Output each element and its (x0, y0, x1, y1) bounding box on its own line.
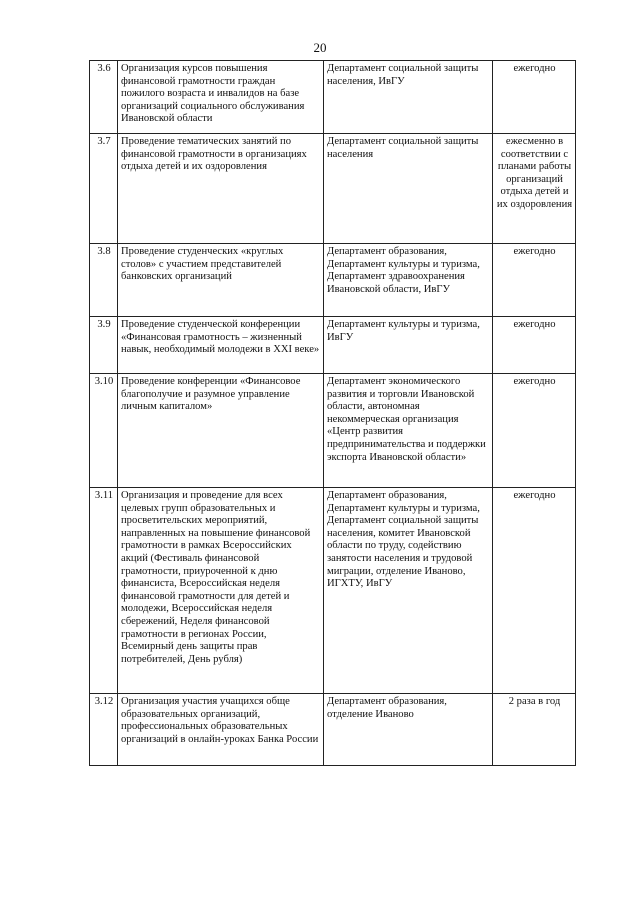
item-number: 3.11 (90, 488, 118, 694)
responsible-parties: Департамент социальной защиты населения, ИвГУ (324, 61, 493, 134)
table-row (90, 374, 576, 488)
table-row (90, 317, 576, 374)
activity-plan-table (89, 60, 576, 766)
activity-name: Организация и проведение для всех целевых групп образовательных и просветительских мероприятий, направленных на повышение финансовой грамотности в рамках Всероссийских акций (Фестиваль финансовой грамотности, приуроченной к дню финансиста, Всероссийская неделя финансовой грамотности для детей и молодежи, Всероссийская неделя сбережений, Неделя финансовой грамотности в регионах России, Всемирный день защиты прав потребителей, День рубля) (118, 488, 324, 694)
table-row (90, 244, 576, 317)
activity-name: Проведение конференции «Финансовое благополучие и разумное управление личным капиталом» (118, 374, 324, 488)
page-number: 20 (313, 40, 327, 55)
item-number: 3.6 (90, 61, 118, 134)
responsible-parties: Департамент экономического развития и торговли Ивановской области, автономная некоммерческая организация «Центр развития предпринимательства и поддержки экспорта Ивановской области» (324, 374, 493, 488)
execution-term: ежегодно (493, 61, 576, 134)
item-number: 3.9 (90, 317, 118, 374)
activity-name: Проведение студенческих «круглых столов» с участием представителей банковских организаций (118, 244, 324, 317)
item-number: 3.12 (90, 694, 118, 766)
table-row (90, 488, 576, 694)
item-number: 3.10 (90, 374, 118, 488)
table-row (90, 134, 576, 244)
responsible-parties: Департамент культуры и туризма, ИвГУ (324, 317, 493, 374)
execution-term: ежегодно (493, 244, 576, 317)
table-row (90, 61, 576, 134)
activity-name: Проведение тематических занятий по финансовой грамотности в организациях отдыха детей и их оздоровления (118, 134, 324, 244)
execution-term: ежегодно (493, 374, 576, 488)
execution-term: ежегодно (493, 488, 576, 694)
activity-name: Организация участия учащихся обще образовательных организаций, профессиональных образовательных организаций в онлайн-уроках Банка России (118, 694, 324, 766)
execution-term: 2 раза в год (493, 694, 576, 766)
execution-term: ежегодно (493, 317, 576, 374)
item-number: 3.7 (90, 134, 118, 244)
execution-term: ежесменно в соответствии с планами работы организаций отдыха детей и их оздоровления (493, 134, 576, 244)
activity-name: Проведение студенческой конференции «Финансовая грамотность – жизненный навык, необходимый молодежи в XXI веке» (118, 317, 324, 374)
responsible-parties: Департамент образования, Департамент культуры и туризма, Департамент здравоохранения Ивановской области, ИвГУ (324, 244, 493, 317)
responsible-parties: Департамент образования, отделение Иваново (324, 694, 493, 766)
table-row (90, 694, 576, 766)
activity-name: Организация курсов повышения финансовой грамотности граждан пожилого возраста и инвалидов на базе организаций социального обслуживания Ивановской области (118, 61, 324, 134)
responsible-parties: Департамент социальной защиты населения (324, 134, 493, 244)
item-number: 3.8 (90, 244, 118, 317)
responsible-parties: Департамент образования, Департамент культуры и туризма, Департамент социальной защиты населения, комитет Ивановской области по труду, содействию занятости населения и трудовой миграции, отделение Иваново, ИГХТУ, ИвГУ (324, 488, 493, 694)
